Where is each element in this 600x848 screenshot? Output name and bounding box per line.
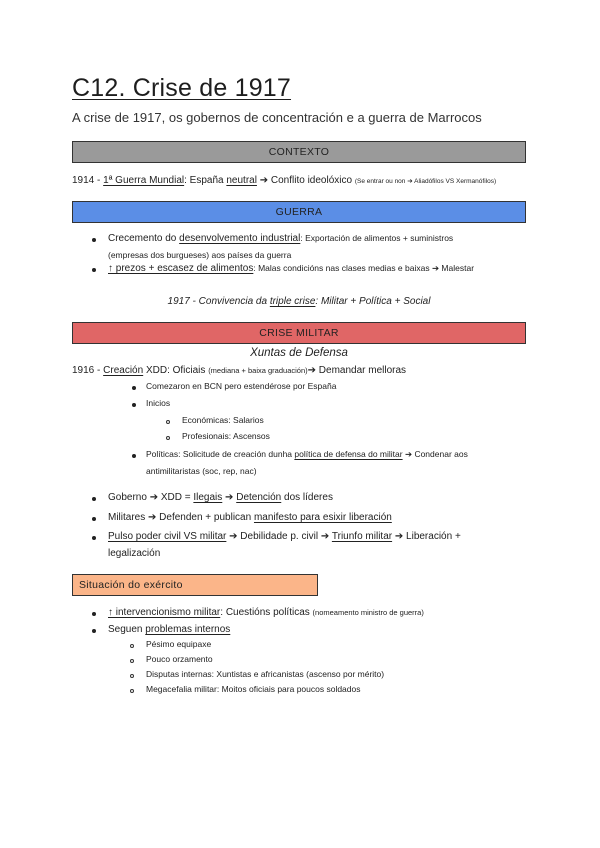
guerra-b2-u: ↑ prezos + escasez de alimentos xyxy=(108,263,254,274)
bullet-circle xyxy=(130,674,134,678)
bullet-dot xyxy=(92,238,96,242)
contexto-line xyxy=(72,175,496,186)
section-contexto-header: CONTEXTO xyxy=(72,141,526,163)
crise-c1: Económicas: Salarios xyxy=(182,415,264,425)
crise-b3-c: ➔ Condenar aos xyxy=(402,449,468,459)
convivencia-b: : Militar + Política + Social xyxy=(315,296,431,307)
contexto-note: (Se entrar ou non ➔ Aliadófilos VS Xermanófilos) xyxy=(354,178,497,185)
crise-g1 xyxy=(108,492,333,503)
situacion-c3: Disputas internas: Xuntistas e africanistas (ascenso por mérito) xyxy=(146,669,385,679)
crise-l1-u: Creación xyxy=(103,365,144,376)
crise-g3-u1: Pulso poder civil VS militar xyxy=(108,531,227,542)
xuntas-heading: Xuntas de Defensa xyxy=(250,347,348,359)
convivencia-line xyxy=(72,296,526,307)
crise-b3-cont: antimilitaristas (soc, rep, nac) xyxy=(146,466,257,476)
guerra-b1-u: desenvolvemento industrial xyxy=(179,233,301,244)
crise-g1-c: dos líderes xyxy=(281,492,333,503)
crise-b3 xyxy=(146,449,468,460)
bullet-circle xyxy=(130,689,134,693)
crise-g1-u1: Ilegais xyxy=(193,492,223,503)
subtitle: A crise de 1917, os gobernos de concentración e a guerra de Marrocos xyxy=(72,110,482,125)
guerra-b1-a: Crecemento do xyxy=(108,233,180,244)
contexto-rest: ➔ Conflito ideolóxico xyxy=(256,175,355,186)
section-guerra-header: GUERRA xyxy=(72,201,526,223)
contexto-year: 1914 - xyxy=(72,175,104,186)
contexto-war: 1ª Guerra Mundial xyxy=(103,175,185,186)
crise-g2 xyxy=(108,512,392,523)
bullet-circle xyxy=(166,436,170,440)
section-crise-militar-header: CRISE MILITAR xyxy=(72,322,526,344)
situacion-s1-small: (nomeamento ministro de guerra) xyxy=(312,608,424,617)
bullet-circle xyxy=(130,644,134,648)
guerra-bullet-1 xyxy=(108,233,453,244)
crise-g3 xyxy=(108,531,461,542)
contexto-colon: : España xyxy=(184,175,227,186)
situacion-s1-a: : Cuestións políticas xyxy=(220,607,313,618)
crise-c2: Profesionais: Ascensos xyxy=(182,431,270,441)
situacion-s1-u: ↑ intervencionismo militar xyxy=(108,607,221,618)
situacion-c1: Pésimo equipaxe xyxy=(146,639,212,649)
situacion-c4: Megacefalia militar: Moitos oficiais para poucos soldados xyxy=(146,684,361,694)
bullet-dot xyxy=(92,497,96,501)
guerra-b1-b: : Exportación de alimentos + suministros xyxy=(300,233,454,243)
crise-b3-a: Políticas: xyxy=(146,449,183,459)
crise-g3-cont: legalización xyxy=(108,548,161,559)
bullet-dot xyxy=(92,268,96,272)
contexto-neutral: neutral xyxy=(226,175,257,186)
crise-l1-a: 1916 - xyxy=(72,365,104,376)
bullet-dot xyxy=(132,454,136,458)
crise-g3-b: ➔ Liberación + xyxy=(392,531,461,542)
crise-g2-u: manifesto para esixir liberación xyxy=(253,512,392,523)
crise-g1-u2: Detención xyxy=(236,492,282,503)
situacion-s1 xyxy=(108,607,424,618)
section-situacion-header: Situación do exército xyxy=(72,574,318,596)
crise-g3-a: ➔ Debilidade p. civil ➔ xyxy=(226,531,332,542)
crise-l1-b: XDD: Oficiais xyxy=(143,365,209,376)
title-text: C12. Crise de 1917 xyxy=(72,74,292,102)
guerra-bullet-2 xyxy=(108,263,474,274)
bullet-dot xyxy=(132,403,136,407)
bullet-dot xyxy=(92,612,96,616)
crise-g3-u2: Triunfo militar xyxy=(331,531,393,542)
crise-g2-a: Militares ➔ Defenden + publican xyxy=(108,512,254,523)
situacion-s2-u: problemas internos xyxy=(145,624,231,635)
situacion-s2 xyxy=(108,624,230,635)
page-title xyxy=(72,74,291,103)
crise-l1-small: (mediana + baixa graduación) xyxy=(208,366,308,375)
crise-l1-c: ➔ Demandar melloras xyxy=(307,365,407,376)
guerra-b2-b: : Malas condicións nas clases medias e baixas ➔ Malestar xyxy=(253,263,475,273)
crise-line-1 xyxy=(72,365,406,376)
crise-b1: Comezaron en BCN pero estendérose por España xyxy=(146,381,337,391)
crise-g1-a: Goberno ➔ XDD = xyxy=(108,492,194,503)
bullet-circle xyxy=(130,659,134,663)
crise-b2: Inicios xyxy=(146,398,171,408)
situacion-s2-a: Seguen xyxy=(108,624,146,635)
bullet-circle xyxy=(166,420,170,424)
situacion-c2: Pouco orzamento xyxy=(146,654,213,664)
guerra-bullet-1-cont: (empresas dos burgueses) aos países da guerra xyxy=(108,250,292,260)
convivencia-u: triple crise xyxy=(269,296,316,307)
crise-b3-u: política de defensa do militar xyxy=(294,449,403,459)
crise-b3-b: Solicitude de creación dunha xyxy=(182,449,295,459)
bullet-dot xyxy=(92,536,96,540)
bullet-dot xyxy=(132,386,136,390)
bullet-dot xyxy=(92,517,96,521)
convivencia-a: 1917 - Convivencia da xyxy=(167,296,270,307)
crise-g1-b: ➔ xyxy=(222,492,237,503)
bullet-dot xyxy=(92,629,96,633)
